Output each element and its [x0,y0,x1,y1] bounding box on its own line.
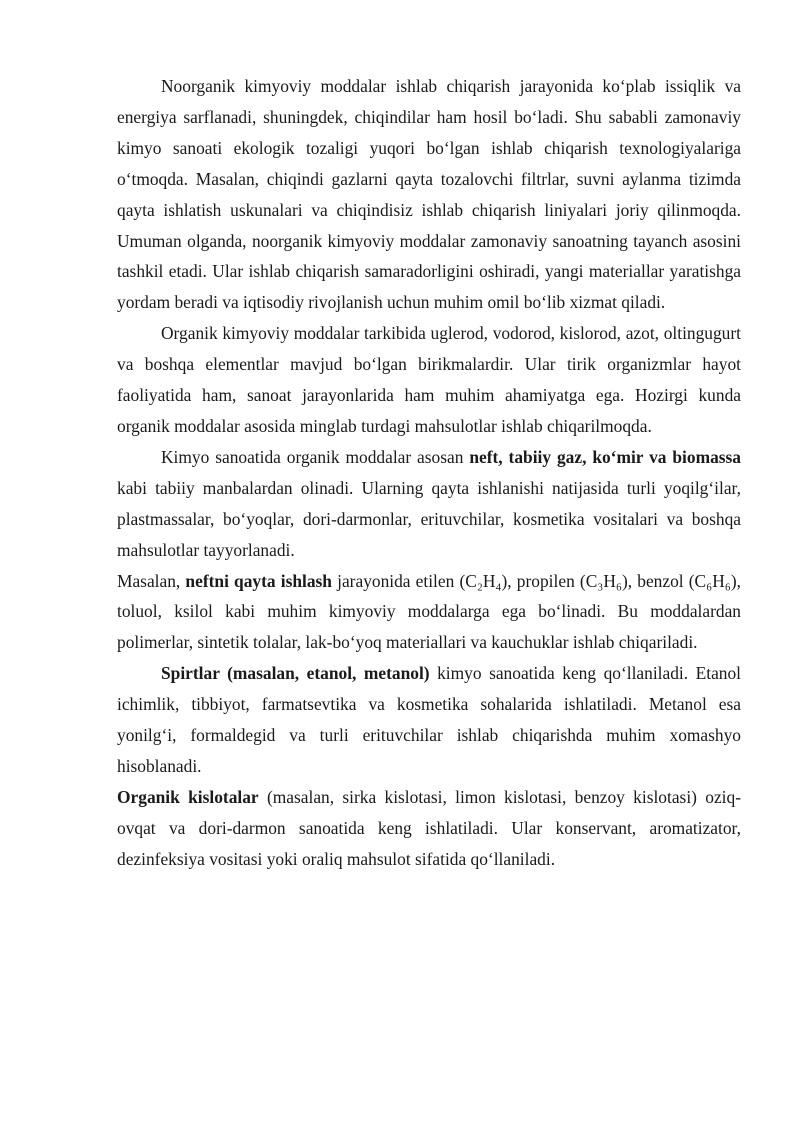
text-run: kimyo sanoatida keng qoʻllaniladi. Etanol ichimlik, tibbiyot, farmatsevtika va kosmetika sohalarida ishlatiladi. Metanol esa yonilgʻi, formaldegid va turli erituvchilar ishlab chiqarishda muhim xomashyo hisoblanadi. [117,663,742,776]
bold-term: neftni qayta ishlash [185,570,332,591]
document-page [117,71,741,875]
bold-term: Organik kislotalar [117,786,259,807]
text-run: kabi tabiiy manbalardan olinadi. Ularning qayta ishlanishi natijasida turli yoqilgʻilar, plastmassalar, boʻyoqlar, dori-darmonlar, erituvchilar, kosmetika vositalari va boshqa mahsulotlar tayyorlanadi. [117,477,741,560]
text-run: Masalan, [117,570,186,591]
paragraph-organic-sources [117,442,741,566]
text-run: jarayonida etilen (C₂H₄), propilen (C₃H₆), benzol (C₆H₆), toluol, ksilol kabi muhim kimyoviy moddalarga ega boʻlinadi. Bu moddalardan polimerlar, sintetik tolalar, lak-boʻyoq materiallari va kauchuklar ishlab chiqariladi. [117,570,741,653]
text-run: Kimyo sanoatida organik moddalar asosan [161,446,470,467]
bold-term: Spirtlar (masalan, etanol, metanol) [161,663,430,684]
text-run: Organik kimyoviy moddalar tarkibida uglerod, vodorod, kislorod, azot, oltingugurt va boshqa elementlar mavjud boʻlgan birikmalardir. Ular tirik organizmlar hayot faoliyatida ham, sanoat jarayonlarida ham muhim ahamiyatga ega. Hozirgi kunda organik moddalar asosida minglab turdagi mahsulotlar ishlab chiqarilmoqda. [117,323,741,436]
bold-term: neft, tabiiy gaz, koʻmir va biomassa [469,446,741,467]
paragraph-alcohols [117,658,741,782]
paragraph-organic-acids [117,782,741,875]
paragraph-oil-refining [117,566,741,659]
paragraph-organic-definition [117,318,741,442]
text-run: (masalan, sirka kislotasi, limon kislotasi, benzoy kislotasi) oziq-ovqat va dori-darmon sanoatida keng ishlatiladi. Ular konservant, aromatizator, dezinfeksiya vositasi yoki oraliq mahsulot sifatida qoʻllaniladi. [117,786,741,869]
text-run: Noorganik kimyoviy moddalar ishlab chiqarish jarayonida koʻplab issiqlik va energiya sarflanadi, shuningdek, chiqindilar ham hosil boʻladi. Shu sababli zamonaviy kimyo sanoati ekologik tozaligi yuqori boʻlgan ishlab chiqarish texnologiyalariga oʻtmoqda. Masalan, chiqindi gazlarni qayta tozalovchi filtrlar, suvni aylanma tizimda qayta ishlatish uskunalari va chiqindisiz ishlab chiqarish liniyalari joriy qilinmoqda. Umuman olganda, noorganik kimyoviy moddalar zamonaviy sanoatning tayanch asosini tashkil etadi. Ular ishlab chiqarish samaradorligini oshiradi, yangi materiallar yaratishga yordam beradi va iqtisodiy rivojlanish uchun muhim omil boʻlib xizmat qiladi. [117,76,741,313]
paragraph-inorganic-summary [117,71,741,318]
